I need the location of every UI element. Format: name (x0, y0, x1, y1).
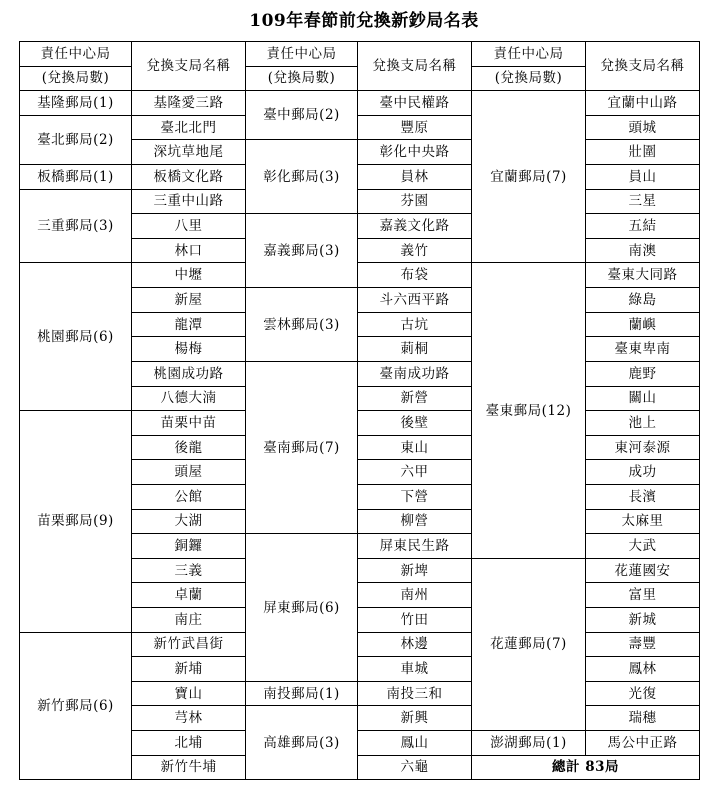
branch-cell: 太麻里 (586, 509, 700, 534)
branch-cell: 斗六西平路 (358, 288, 472, 313)
center-office-cell: 臺中郵局(2) (246, 91, 358, 140)
branch-cell: 頭屋 (132, 460, 246, 485)
center-office-cell: 臺北郵局(2) (20, 115, 132, 164)
center-office-cell: 三重郵局(3) (20, 189, 132, 263)
branch-cell: 員林 (358, 165, 472, 190)
branch-cell: 長濱 (586, 484, 700, 509)
center-office-cell: 桃園郵局(6) (20, 263, 132, 411)
branch-cell: 芬園 (358, 189, 472, 214)
branch-cell: 新屋 (132, 288, 246, 313)
branch-cell: 彰化中央路 (358, 140, 472, 165)
header-branch-name: 兌換支局名稱 (132, 42, 246, 91)
branch-cell: 銅鑼 (132, 534, 246, 559)
branch-cell: 臺東卑南 (586, 337, 700, 362)
total-count: 總計 83局 (472, 755, 700, 780)
center-office-cell: 臺東郵局(12) (472, 263, 586, 558)
branch-cell: 臺北北門 (132, 115, 246, 140)
branch-cell: 新竹武昌街 (132, 632, 246, 657)
branch-cell: 楊梅 (132, 337, 246, 362)
branch-cell: 關山 (586, 386, 700, 411)
branch-cell: 後壁 (358, 411, 472, 436)
branch-cell: 龍潭 (132, 312, 246, 337)
branch-cell: 八里 (132, 214, 246, 239)
table-row (20, 91, 700, 116)
branch-cell: 光復 (586, 681, 700, 706)
header-exchange-count: (兌換局數) (246, 66, 358, 91)
exchange-branch-table (19, 41, 700, 780)
branch-cell: 屏東民生路 (358, 534, 472, 559)
branch-cell: 南澳 (586, 238, 700, 263)
branch-cell: 馬公中正路 (586, 731, 700, 756)
branch-cell: 南庄 (132, 608, 246, 633)
branch-cell: 三星 (586, 189, 700, 214)
branch-cell: 鳳山 (358, 731, 472, 756)
table-row (20, 411, 700, 436)
branch-cell: 臺中民權路 (358, 91, 472, 116)
center-office-cell: 苗栗郵局(9) (20, 411, 132, 632)
branch-cell: 東山 (358, 435, 472, 460)
branch-cell: 五結 (586, 214, 700, 239)
branch-cell: 板橋文化路 (132, 165, 246, 190)
center-office-cell: 臺南郵局(7) (246, 361, 358, 533)
branch-cell: 豐原 (358, 115, 472, 140)
branch-cell: 南州 (358, 583, 472, 608)
branch-cell: 布袋 (358, 263, 472, 288)
branch-cell: 車城 (358, 657, 472, 682)
branch-cell: 六甲 (358, 460, 472, 485)
branch-cell: 柳營 (358, 509, 472, 534)
branch-cell: 苗栗中苗 (132, 411, 246, 436)
branch-cell: 頭城 (586, 115, 700, 140)
header-center-office: 責任中心局 (246, 42, 358, 67)
center-office-cell: 南投郵局(1) (246, 681, 358, 706)
branch-cell: 新埤 (358, 558, 472, 583)
branch-cell: 林口 (132, 238, 246, 263)
branch-cell: 古坑 (358, 312, 472, 337)
table-row (20, 115, 700, 140)
header-center-office: 責任中心局 (20, 42, 132, 67)
center-office-cell: 雲林郵局(3) (246, 288, 358, 362)
center-office-cell: 澎湖郵局(1) (472, 731, 586, 756)
branch-cell: 新興 (358, 706, 472, 731)
branch-cell: 三重中山路 (132, 189, 246, 214)
branch-cell: 蘭嶼 (586, 312, 700, 337)
branch-cell: 成功 (586, 460, 700, 485)
branch-cell: 莿桐 (358, 337, 472, 362)
center-office-cell: 板橋郵局(1) (20, 165, 132, 190)
branch-cell: 新營 (358, 386, 472, 411)
document-title: 109年春節前兌換新鈔局名表 (249, 11, 479, 31)
branch-cell: 後龍 (132, 435, 246, 460)
branch-cell: 義竹 (358, 238, 472, 263)
branch-cell: 臺東大同路 (586, 263, 700, 288)
center-office-cell: 宜蘭郵局(7) (472, 91, 586, 263)
branch-cell: 芎林 (132, 706, 246, 731)
center-office-cell: 高雄郵局(3) (246, 706, 358, 780)
header-branch-name: 兌換支局名稱 (586, 42, 700, 91)
header-center-office: 責任中心局 (472, 42, 586, 67)
center-office-cell: 花蓮郵局(7) (472, 558, 586, 730)
header-branch-name: 兌換支局名稱 (358, 42, 472, 91)
branch-cell: 新埔 (132, 657, 246, 682)
branch-cell: 大湖 (132, 509, 246, 534)
header-exchange-count: (兌換局數) (472, 66, 586, 91)
branch-cell: 下營 (358, 484, 472, 509)
branch-cell: 六龜 (358, 755, 472, 780)
header-exchange-count: (兌換局數) (20, 66, 132, 91)
branch-cell: 東河泰源 (586, 435, 700, 460)
branch-cell: 池上 (586, 411, 700, 436)
branch-cell: 壯圍 (586, 140, 700, 165)
branch-cell: 桃園成功路 (132, 361, 246, 386)
branch-cell: 八德大湳 (132, 386, 246, 411)
branch-cell: 林邊 (358, 632, 472, 657)
branch-cell: 公館 (132, 484, 246, 509)
branch-cell: 鹿野 (586, 361, 700, 386)
branch-cell: 北埔 (132, 731, 246, 756)
branch-cell: 卓蘭 (132, 583, 246, 608)
branch-cell: 新竹牛埔 (132, 755, 246, 780)
table-row (20, 165, 700, 190)
table-row (20, 189, 700, 214)
branch-cell: 員山 (586, 165, 700, 190)
branch-cell: 新城 (586, 608, 700, 633)
branch-cell: 基隆愛三路 (132, 91, 246, 116)
center-office-cell: 新竹郵局(6) (20, 632, 132, 780)
branch-cell: 寶山 (132, 681, 246, 706)
branch-cell: 瑞穗 (586, 706, 700, 731)
branch-cell: 嘉義文化路 (358, 214, 472, 239)
branch-cell: 臺南成功路 (358, 361, 472, 386)
branch-cell: 壽豐 (586, 632, 700, 657)
branch-cell: 深坑草地尾 (132, 140, 246, 165)
center-office-cell: 彰化郵局(3) (246, 140, 358, 214)
center-office-cell: 屏東郵局(6) (246, 534, 358, 682)
branch-cell: 綠島 (586, 288, 700, 313)
branch-cell: 竹田 (358, 608, 472, 633)
branch-cell: 富里 (586, 583, 700, 608)
center-office-cell: 嘉義郵局(3) (246, 214, 358, 288)
table-row (20, 632, 700, 657)
header-row (20, 42, 700, 67)
branch-cell: 中壢 (132, 263, 246, 288)
branch-cell: 大武 (586, 534, 700, 559)
center-office-cell: 基隆郵局(1) (20, 91, 132, 116)
branch-cell: 宜蘭中山路 (586, 91, 700, 116)
branch-cell: 鳳林 (586, 657, 700, 682)
table-row (20, 263, 700, 288)
branch-cell: 花蓮國安 (586, 558, 700, 583)
branch-cell: 南投三和 (358, 681, 472, 706)
branch-cell: 三義 (132, 558, 246, 583)
